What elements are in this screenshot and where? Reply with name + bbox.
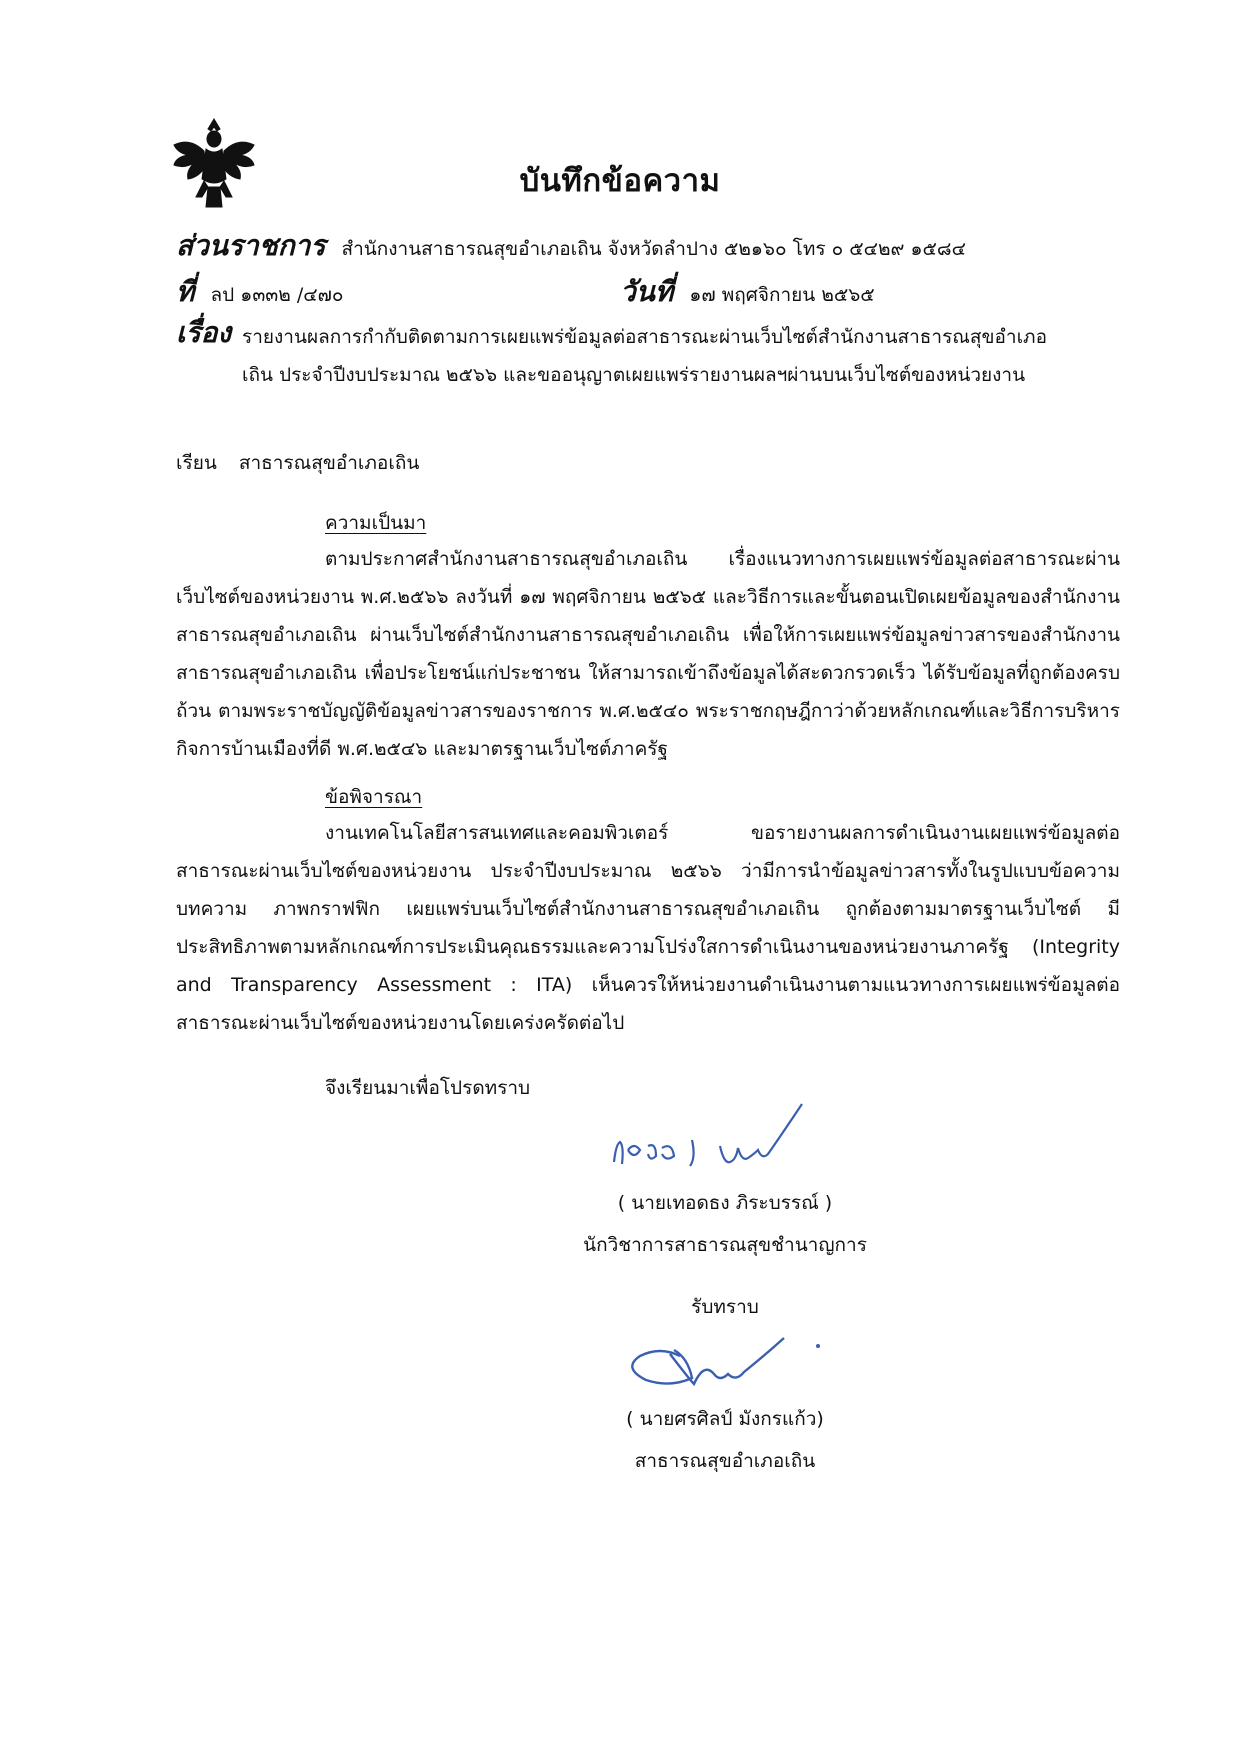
date-row	[620, 270, 875, 314]
reference-label: ที่	[176, 275, 195, 308]
date-label: วันที่	[620, 275, 674, 308]
consideration-paragraph: งานเทคโนโลยีสารสนเทศและคอมพิวเตอร์ ขอรายงานผลการดำเนินงานเผยแพร่ข้อมูลต่อสาธารณะผ่านเว็บไซต์ของหน่วยงาน ประจำปีงบประมาณ ๒๕๖๖ ว่ามีการนำข้อมูลข่าวสารทั้งในรูปแบบข้อความ บทความ ภาพกราฟฟิก เผยแพร่บนเว็บไซต์สำนักงานสาธารณสุขอำเภอเถิน ถูกต้องตามมาตรฐานเว็บไซต์ มีประสิทธิภาพตามหลักเกณฑ์การประเมินคุณธรรมและความโปร่งใสการดำเนินงานของหน่วยงานภาครัฐ (Integrity and Transparency Assessment : ITA) เห็นควรให้หน่วยงานดำเนินงานตามแนวทางการเผยแพร่ข้อมูลต่อสาธารณะผ่านเว็บไซต์ของหน่วยงานโดยเคร่งครัดต่อไป	[176, 822, 1120, 1034]
signature-1-icon	[600, 1100, 860, 1176]
signer-2-position: สาธารณสุขอำเภอเถิน	[634, 1450, 816, 1472]
signer-2-name: ( นายศรศิลป์ มังกรแก้ว)	[626, 1408, 824, 1430]
reference-value: ลป ๑๓๓๒ /๔๗๐	[210, 284, 344, 306]
closing-line: จึงเรียนมาเพื่อโปรดทราบ	[325, 1077, 531, 1099]
greeting-row	[176, 448, 419, 478]
agency-label: ส่วนราชการ	[176, 229, 326, 262]
greeting-label: เรียน	[176, 452, 217, 474]
greeting-value: สาธารณสุขอำเภอเถิน	[238, 452, 420, 474]
signature-2-icon	[610, 1320, 870, 1396]
agency-value: สำนักงานสาธารณสุขอำเภอเถิน จังหวัดลำปาง ๕๒๑๖๐ โทร ๐ ๕๔๒๙ ๑๕๘๔	[341, 238, 966, 260]
date-value: ๑๗ พฤศจิกายน ๒๕๖๕	[689, 284, 875, 306]
reference-row	[176, 270, 344, 314]
memo-title: บันทึกข้อความ	[519, 163, 721, 199]
agency-row	[176, 224, 966, 268]
subject-row	[176, 318, 1076, 394]
subject-label: เรื่อง	[176, 316, 232, 349]
background-heading: ความเป็นมา	[325, 512, 427, 534]
signer-1-position: นักวิชาการสาธารณสุขชำนาญการ	[583, 1234, 867, 1256]
consideration-heading: ข้อพิจารณา	[325, 786, 423, 808]
background-paragraph: ตามประกาศสำนักงานสาธารณสุขอำเภอเถิน เรื่องแนวทางการเผยแพร่ข้อมูลต่อสาธารณะผ่านเว็บไซต์ของหน่วยงาน พ.ศ.๒๕๖๖ ลงวันที่ ๑๗ พฤศจิกายน ๒๕๖๕ และวิธีการและขั้นตอนเปิดเผยข้อมูลของสำนักงานสาธารณสุขอำเภอเถิน ผ่านเว็บไซต์สำนักงานสาธารณสุขอำเภอเถิน เพื่อให้การเผยแพร่ข้อมูลข่าวสารของสำนักงานสาธารณสุขอำเภอเถิน เพื่อประโยชน์แก่ประชาชน ให้สามารถเข้าถึงข้อมูลได้สะดวกรวดเร็ว ได้รับข้อมูลที่ถูกต้องครบถ้วน ตามพระราชบัญญัติข้อมูลข่าวสารของราชการ พ.ศ.๒๕๔๐ พระราชกฤษฎีกาว่าด้วยหลักเกณฑ์และวิธีการบริหารกิจการบ้านเมืองที่ดี พ.ศ.๒๕๔๖ และมาตรฐานเว็บไซต์ภาครัฐ	[176, 548, 1120, 760]
subject-value: รายงานผลการกำกับติดตามการเผยแพร่ข้อมูลต่อสาธารณะผ่านเว็บไซต์สำนักงานสาธารณสุขอำเภอเถิน ประจำปีงบประมาณ ๒๕๖๖ และขออนุญาตเผยแพร่รายงานผลฯผ่านบนเว็บไซต์ของหน่วยงาน	[242, 326, 1047, 386]
acknowledge-label: รับทราบ	[691, 1296, 759, 1318]
signer-1-name: ( นายเทอดธง ภิระบรรณ์ )	[617, 1192, 833, 1214]
